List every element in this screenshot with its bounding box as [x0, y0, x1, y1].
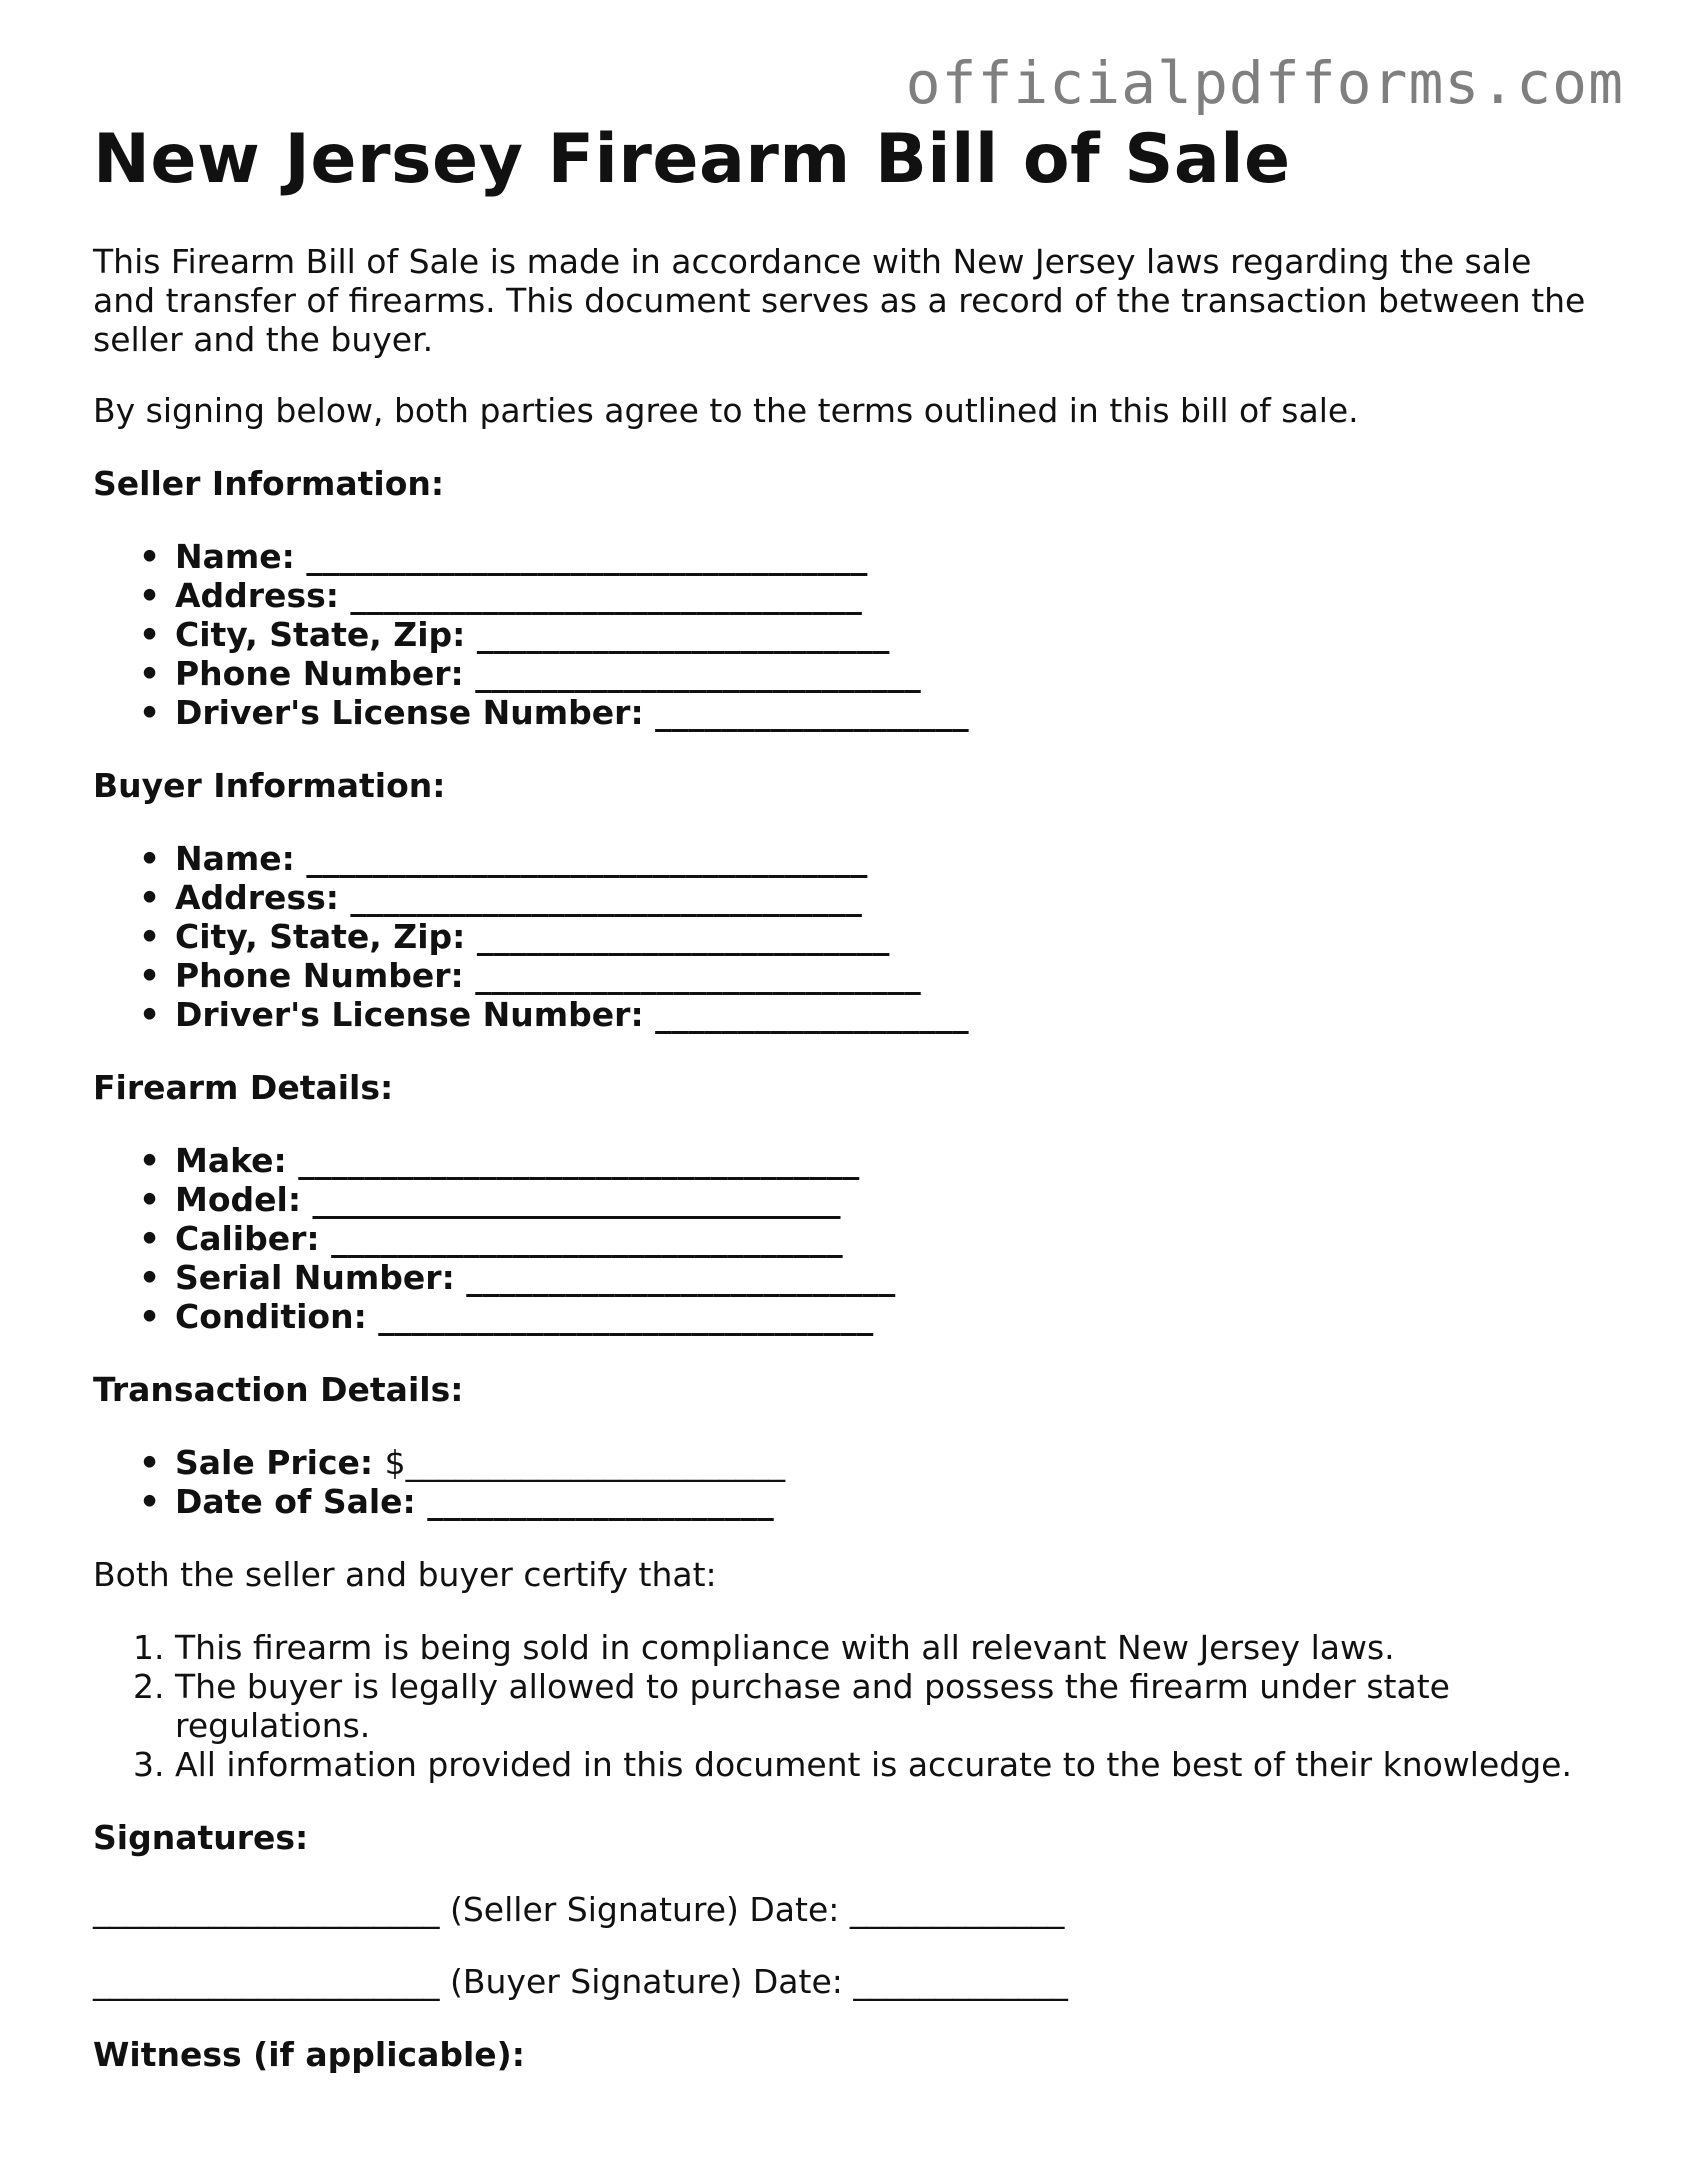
blank-line[interactable]: ______________________________	[378, 1297, 874, 1336]
bullet-icon: •	[139, 917, 161, 956]
buyer-name-field: • Name: __________________________________	[139, 839, 868, 878]
blank-line[interactable]: ___________________	[655, 693, 969, 732]
seller-address-field: • Address: _______________________________	[139, 576, 862, 615]
firearm-field-list	[93, 1141, 1613, 1336]
buyer-address-field: • Address: _______________________________	[139, 878, 862, 917]
bullet-icon: •	[139, 878, 161, 917]
certification-list	[93, 1628, 1613, 1784]
buyer-license-field: • Driver's License Number: ___________________	[139, 995, 969, 1034]
firearm-make-field: • Make: __________________________________	[139, 1141, 860, 1180]
bullet-icon: •	[139, 576, 161, 615]
sale-price-field: • Sale Price: $_______________________	[139, 1443, 786, 1482]
bullet-icon: •	[139, 1443, 161, 1482]
site-watermark: officialpdfforms.com	[905, 49, 1624, 117]
seller-signature-line[interactable]: _____________________ (Seller Signature) Date: _____________	[93, 1890, 1065, 1929]
bullet-icon: •	[139, 1180, 161, 1219]
signatures-heading: Signatures:	[93, 1818, 309, 1857]
blank-line[interactable]: _______________________________	[331, 1219, 843, 1258]
document-page	[93, 118, 1613, 2074]
seller-license-field: • Driver's License Number: ___________________	[139, 693, 969, 732]
blank-line[interactable]: _________________________	[476, 917, 890, 956]
seller-field-list	[93, 537, 1613, 732]
bullet-icon: •	[139, 693, 161, 732]
bullet-icon: •	[139, 1141, 161, 1180]
seller-section-heading: Seller Information:	[93, 464, 445, 503]
bullet-icon: •	[139, 1258, 161, 1297]
bullet-icon: •	[139, 1219, 161, 1258]
firearm-condition-field: • Condition: ______________________________	[139, 1297, 874, 1336]
seller-phone-field: • Phone Number: ___________________________	[139, 654, 921, 693]
bullet-icon: •	[139, 615, 161, 654]
seller-name-field: • Name: __________________________________	[139, 537, 868, 576]
bullet-icon: •	[139, 1482, 161, 1521]
buyer-field-list	[93, 839, 1613, 1034]
blank-line[interactable]: ________________________________	[312, 1180, 841, 1219]
buyer-signature-line[interactable]: _____________________ (Buyer Signature) Date: _____________	[93, 1962, 1068, 2001]
blank-line[interactable]: _____________________	[427, 1482, 774, 1521]
buyer-city-field: • City, State, Zip: _________________________	[139, 917, 890, 956]
blank-line[interactable]: __________________________________	[306, 537, 868, 576]
bullet-icon: •	[139, 1297, 161, 1336]
transaction-section-heading: Transaction Details:	[93, 1370, 464, 1409]
firearm-section-heading: Firearm Details:	[93, 1068, 394, 1107]
bullet-icon: •	[139, 654, 161, 693]
blank-line[interactable]: ___________________	[655, 995, 969, 1034]
certification-item: 1. This firearm is being sold in compliance with all relevant New Jersey laws.	[133, 1628, 1395, 1667]
blank-line[interactable]: _______________________________	[350, 878, 862, 917]
firearm-caliber-field: • Caliber: _______________________________	[139, 1219, 843, 1258]
bullet-icon: •	[139, 956, 161, 995]
buyer-section-heading: Buyer Information:	[93, 766, 446, 805]
firearm-serial-field: • Serial Number: __________________________	[139, 1258, 896, 1297]
blank-line[interactable]: __________________________	[466, 1258, 896, 1297]
blank-line[interactable]: _________________________	[476, 615, 890, 654]
intro-paragraph: This Firearm Bill of Sale is made in accordance with New Jersey laws regarding the sale and transfer of firearms. This document serves as a record of the transaction between the seller and the buyer.	[93, 242, 1586, 359]
witness-heading: Witness (if applicable):	[93, 2035, 525, 2074]
bullet-icon: •	[139, 995, 161, 1034]
page-title: New Jersey Firearm Bill of Sale	[93, 120, 1291, 199]
sale-date-field: • Date of Sale: _____________________	[139, 1482, 774, 1521]
blank-line[interactable]: __________________________________	[306, 839, 868, 878]
blank-line[interactable]: _______________________________	[350, 576, 862, 615]
firearm-model-field: • Model: ________________________________	[139, 1180, 841, 1219]
blank-line[interactable]: ___________________________	[475, 654, 921, 693]
buyer-phone-field: • Phone Number: ___________________________	[139, 956, 921, 995]
seller-city-field: • City, State, Zip: _________________________	[139, 615, 890, 654]
transaction-field-list	[93, 1443, 1613, 1521]
certify-intro: Both the seller and buyer certify that:	[93, 1555, 717, 1594]
agreement-paragraph: By signing below, both parties agree to the terms outlined in this bill of sale.	[93, 391, 1359, 430]
certification-item: 2. The buyer is legally allowed to purchase and possess the firearm under state regulations.	[133, 1667, 1450, 1745]
bullet-icon: •	[139, 537, 161, 576]
bullet-icon: •	[139, 839, 161, 878]
blank-line[interactable]: $_______________________	[384, 1443, 786, 1482]
certification-item: 3. All information provided in this document is accurate to the best of their knowledge.	[133, 1745, 1572, 1784]
blank-line[interactable]: ___________________________	[475, 956, 921, 995]
blank-line[interactable]: __________________________________	[298, 1141, 860, 1180]
